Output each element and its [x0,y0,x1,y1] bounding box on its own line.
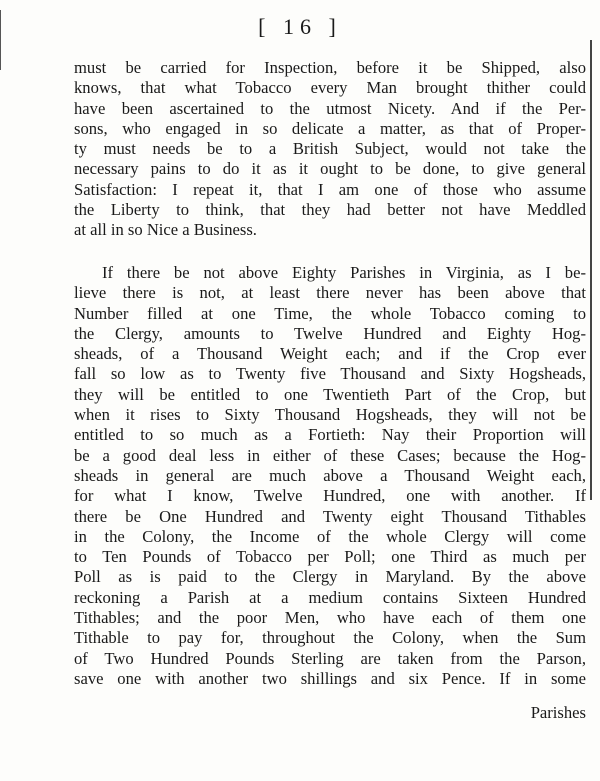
text-line: to Ten Pounds of Tobacco per Poll; one Third as much per [74,547,586,567]
text-line: reckoning a Parish at a medium contains Sixteen Hundred [74,587,586,607]
text-line: Number filled at one Time, the whole Tobacco coming to [74,303,586,323]
text-line: must be carried for Inspection, before it be Shipped, also [74,58,586,77]
text-line: have been ascertained to the utmost Nicety. And if the Per- [74,98,586,118]
text-line: necessary pains to do it as it ought to be done, to give general [74,159,586,179]
text-line: Satisfaction: I repeat it, that I am one of those who assume [74,179,586,199]
text-line: sheads in general are much above a Thousand Weight each, [74,465,586,485]
right-margin-bleed [590,40,600,500]
text-line: sons, who engaged in so delicate a matter, as that of Proper- [74,118,586,138]
paragraph-1 [74,58,586,241]
text-line: when it rises to Sixty Thousand Hogsheads, they will not be [74,405,586,425]
catchword: Parishes [530,703,586,722]
text-line: sheads, of a Thousand Weight each; and if the Crop ever [74,344,586,364]
text-line: the Clergy, amounts to Twelve Hundred and Eighty Hog- [74,323,586,343]
text-line: knows, that what Tobacco every Man brought thither could [74,78,586,98]
text-line: there be One Hundred and Twenty eight Thousand Tithables [74,506,586,526]
text-line: ty must needs be to a British Subject, would not take the [74,139,586,159]
text-line: Poll as is paid to the Clergy in Maryland. By the above [74,567,586,587]
text-line: be a good deal less in either of these Cases; because the Hog- [74,445,586,465]
text-line: entitled to so much as a Fortieth: Nay their Proportion will [74,425,586,445]
text-line: at all in so Nice a Business. [74,220,257,240]
text-line: Tithables; and the poor Men, who have each of them one [74,608,586,628]
text-line: Tithable to pay for, throughout the Colony, when the Sum [74,628,586,648]
text-line: save one with another two shillings and six Pence. If in some [74,668,586,688]
text-line: fall so low as to Twenty five Thousand and Sixty Hogsheads, [74,364,586,384]
text-line: they will be entitled to one Twentieth Part of the Crop, but [74,384,586,404]
text-line: lieve there is not, at least there never has been above that [74,283,586,303]
page-number: [ 16 ] [258,14,342,39]
text-line: the Liberty to think, that they had better not have Meddled [74,200,586,220]
text-line: If there be not above Eighty Parishes in Virginia, as I be- [102,263,586,282]
text-line: of Two Hundred Pounds Sterling are taken from the Parson, [74,648,586,668]
text-line: in the Colony, the Income of the whole Clergy will come [74,526,586,546]
text-line: for what I know, Twelve Hundred, one with another. If [74,486,586,506]
paragraph-2 [74,263,586,689]
